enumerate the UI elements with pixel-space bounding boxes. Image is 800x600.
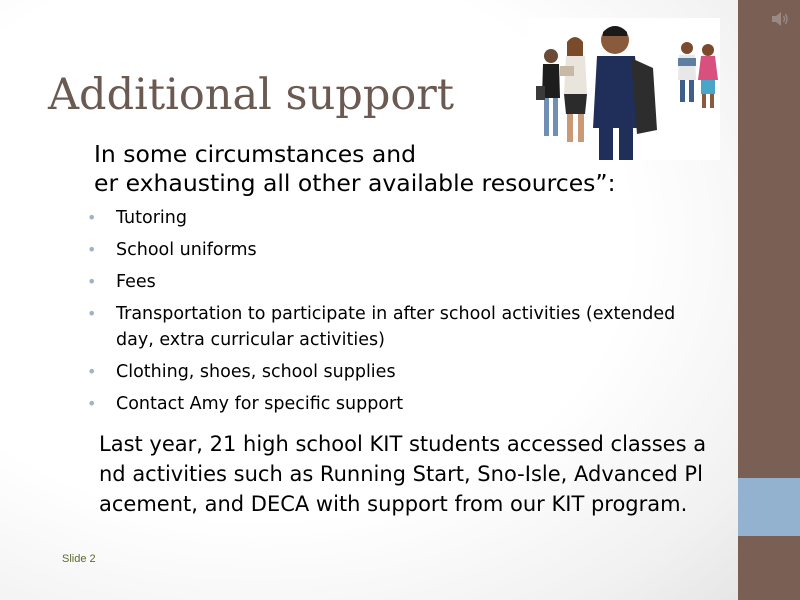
- list-item-text: Fees: [116, 272, 156, 292]
- summary-text: [99, 429, 714, 519]
- list-item-text: School uniforms: [116, 240, 257, 260]
- speaker-icon[interactable]: [770, 10, 790, 28]
- students-photo: [527, 18, 720, 160]
- summary-line: Last year, 21 high school KIT students accessed classes a: [99, 432, 707, 456]
- list-item-text: Transportation to participate in after school activities (extended day, extra curricular activities): [116, 304, 676, 350]
- list-item: [86, 237, 716, 263]
- summary-line: nd activities such as Running Start, Sno-Isle, Advanced Pl: [99, 462, 703, 486]
- bullet-dot-icon: •: [87, 394, 97, 413]
- list-item-text: Clothing, shoes, school supplies: [116, 362, 396, 382]
- bullet-dot-icon: •: [87, 304, 97, 323]
- summary-line: acement, and DECA with support from our KIT program.: [99, 492, 688, 516]
- decorative-side-accent: [738, 478, 800, 536]
- bullet-dot-icon: •: [87, 362, 97, 381]
- slide-title: Additional support: [48, 70, 455, 120]
- bullet-dot-icon: •: [87, 272, 97, 291]
- bullet-dot-icon: •: [87, 240, 97, 259]
- list-item: [86, 301, 716, 353]
- support-list: [86, 205, 716, 423]
- list-item-text: Contact Amy for specific support: [116, 394, 404, 414]
- list-item: [86, 205, 716, 231]
- intro-line: In some circumstances and: [94, 140, 417, 168]
- slide-number: Slide 2: [62, 553, 96, 565]
- bullet-dot-icon: •: [87, 208, 97, 227]
- list-item: [86, 269, 716, 295]
- list-item: [86, 391, 716, 417]
- list-item-text: Tutoring: [116, 208, 187, 228]
- list-item: [86, 359, 716, 385]
- intro-line: er exhausting all other available resources”:: [94, 169, 616, 197]
